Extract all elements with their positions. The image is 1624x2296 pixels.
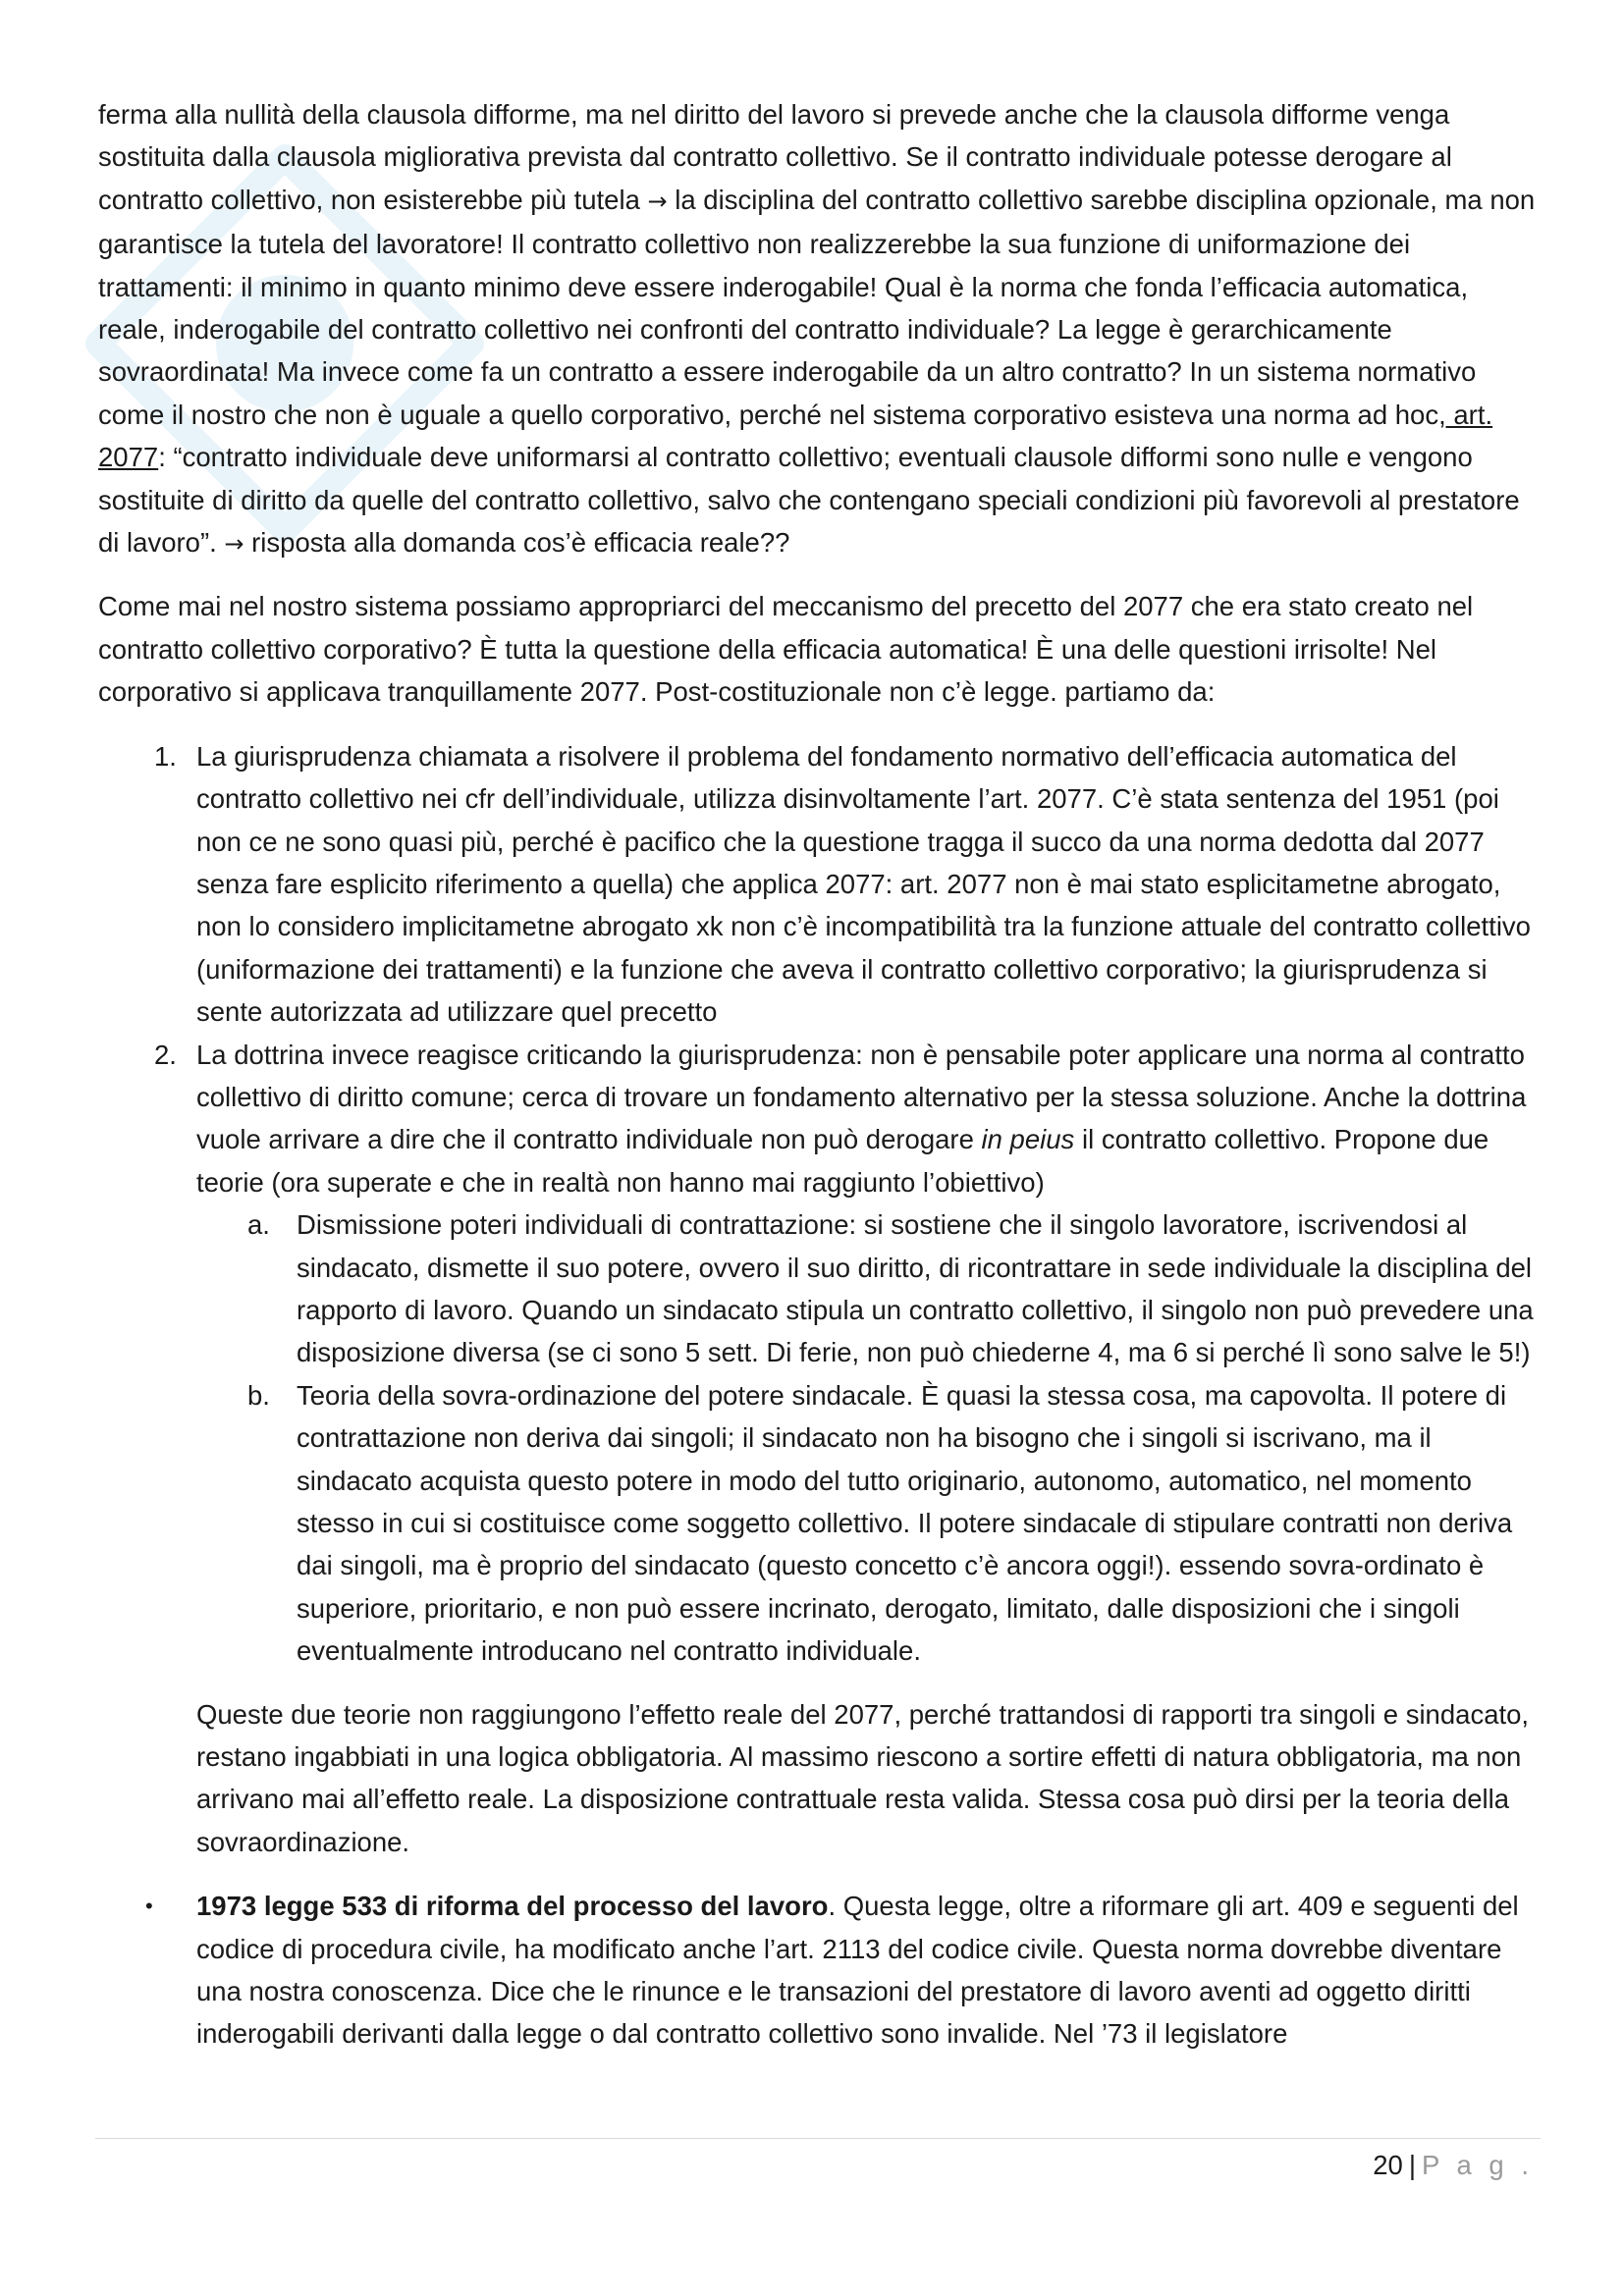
sublist-item: [98, 1374, 1537, 1673]
footer-separator: |: [1408, 2150, 1416, 2180]
footer-divider: [95, 2138, 1541, 2139]
sublist-item: [98, 1203, 1537, 1374]
bullet-item-text: . Questa legge, oltre a riformare gli art. 409 e seguenti del codice di procedura civile, ha modificato anche l’art. 2113 del codice civile. Questa norma dovrebbe diventare una nostra conoscenza. Dice che le rinunce e le transazioni del prestatore di lavoro aventi ad oggetto diritti inderogabili derivanti dalla legge o dal contratto collettivo sono invalide. Nel ’73 il legislatore: [196, 1891, 1519, 2050]
list-item-text: La giurisprudenza chiamata a risolvere il problema del fondamento normativo dell’efficacia automatica del contratto collettivo nei cfr dell’individuale, utilizza disinvoltamente l’art. 2077. C’è stata sentenza del 1951 (poi non ce ne sono quasi più, perché è pacifico che la questione tragga il succo da una norma dedotta dal 2077 senza fare esplicito riferimento a quella) che applica 2077: art. 2077 non è mai stato esplicitametne abrogato, non lo considero implicitametne abrogato xk non c’è incompatibilità tra la funzione attuale del contratto collettivo (uniformazione dei trattamenti) e la funzione che aveva il contratto collettivo corporativo; la giurisprudenza si sente autorizzata ad utilizzare quel precetto: [196, 740, 1531, 1028]
sublist-item-text: Teoria della sovra-ordinazione del potere sindacale. È quasi la stessa cosa, ma capovolta. Il potere di contrattazione non deriva dai singoli; il sindacato non ha bisogno che i singoli si iscrivano, ma il sindacato acquista questo potere in modo del tutto originario, autonomo, automatico, nel momento stesso in cui si costituisce come soggetto collettivo. Il potere sindacale di stipulare contratti non deriva dai singoli, ma è proprio del sindacato (questo concetto c’è ancora oggi!). essendo sovra-ordinato è superiore, prioritario, e non può essere incrinato, derogato, limitato, dalle disposizioni che i singoli eventualmente introducano nel contratto individuale.: [297, 1379, 1513, 1667]
numbered-list: [98, 735, 1537, 1673]
bullet-icon: •: [145, 1894, 153, 1919]
article-2077-reference: , art. 2077: [98, 399, 1493, 473]
arrow-right-icon: →: [224, 530, 244, 559]
lettered-sublist: [196, 1203, 1537, 1672]
paragraph-1: ferma alla nullità della clausola difforme, ma nel diritto del lavoro si prevede anche che la clausola difforme venga sostituita dalla clausola migliorativa prevista dal contratto collettivo. Se il contratto individuale potesse derogare al contratto collettivo, non esisterebbe più tutela → la disciplina del contratto collettivo sarebbe disciplina opzionale, ma non garantisce la tutela del lavoratore! Il contratto collettivo non realizzerebbe la sua funzione di uniformazione dei trattamenti: il minimo in quanto minimo deve essere inderogabile! Qual è la norma che fonda l’efficacia automatica, reale, inderogabile del contratto collettivo nei confronti del contratto individuale? La legge è gerarchicamente sovraordinata! Ma invece come fa un contratto a essere inderogabile da un altro contratto? In un sistema normativo come il nostro che non è uguale a quello corporativo, perché nel sistema corporativo esisteva una norma ad hoc, art. 2077: “contratto individuale deve uniformarsi al contratto collettivo; eventuali clausole difformi sono nulle e vengono sostituite di diritto da quelle del contratto collettivo, salvo che contengano speciali condizioni più favorevoli al prestatore di lavoro”. → risposta alla domanda cos’è efficacia reale??: [98, 99, 1536, 559]
sublist-marker: b.: [247, 1379, 270, 1411]
numbered-list-item: [98, 1034, 1537, 1673]
page-footer: [1373, 2146, 1534, 2185]
list-marker: 2.: [154, 1039, 177, 1070]
sublist-marker: a.: [247, 1209, 270, 1241]
paragraph-2: Come mai nel nostro sistema possiamo appropriarci del meccanismo del precetto del 2077 che era stato creato nel contratto collettivo corporativo? È tutta la questione della efficacia automatica! È una delle questioni irrisolte! Nel corporativo si applicava tranquillamente 2077. Post-costituzionale non c’è legge. partiamo da:: [98, 591, 1474, 708]
list-marker: 1.: [154, 740, 177, 772]
law-533-heading: 1973 legge 533 di riforma del processo del lavoro: [196, 1891, 829, 1922]
list-item-text: La dottrina invece reagisce criticando la giurisprudenza: non è pensabile poter applicare una norma al contratto collettivo di diritto comune; cerca di trovare un fondamento alternativo per la stessa soluzione. Anche la dottrina vuole arrivare a dire che il contratto individuale non può derogare in peius il contratto collettivo. Propone due teorie (ora superate e che in realtà non hanno mai raggiunto l’obiettivo): [196, 1039, 1527, 1198]
summary-paragraph: Queste due teorie non raggiungono l’effetto reale del 2077, perché trattandosi di rapporti tra singoli e sindacato, restano ingabbiati in una logica obbligatoria. Al massimo riescono a sortire effetti di natura obbligatoria, ma non arrivano mai all’effetto reale. La disposizione contrattuale resta valida. Stessa cosa può dirsi per la teoria della sovraordinazione.: [196, 1698, 1530, 1857]
page-label: P a g .: [1422, 2150, 1534, 2180]
bullet-list: [98, 1885, 1537, 2056]
bullet-list-item: [98, 1885, 1537, 2056]
document-body: [98, 93, 1537, 2056]
page-number: 20: [1373, 2150, 1403, 2180]
arrow-right-icon: →: [647, 187, 668, 215]
sublist-item-text: Dismissione poteri individuali di contrattazione: si sostiene che il singolo lavoratore, iscrivendosi al sindacato, dismette il suo potere, ovvero il suo diritto, di ricontrattare in sede individuale la disciplina del rapporto di lavoro. Quando un sindacato stipula un contratto collettivo, il singolo non può prevedere una disposizione diversa (se ci sono 5 sett. Di ferie, non può chiederne 4, ma 6 si perché lì sono salve le 5!): [297, 1209, 1534, 1368]
numbered-list-item: [98, 735, 1537, 1034]
